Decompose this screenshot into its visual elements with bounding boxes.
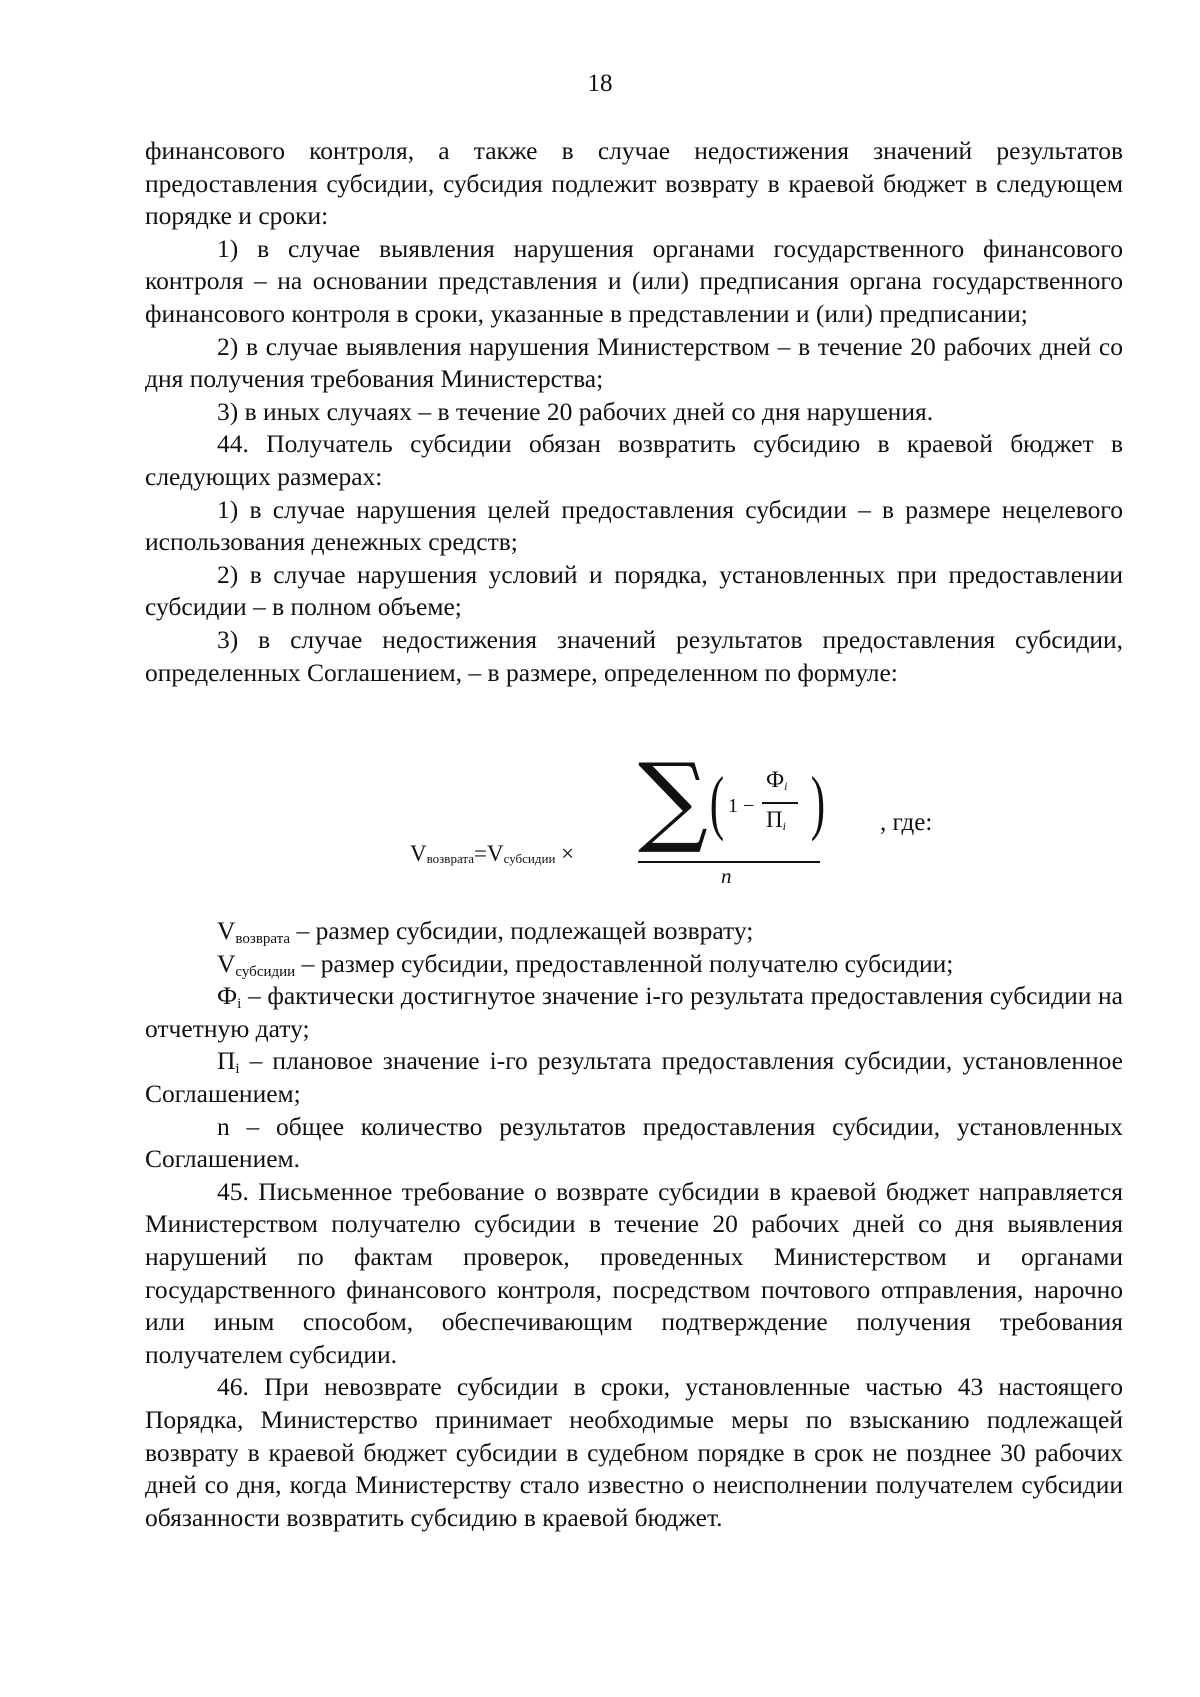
times-sign: × [561,841,575,866]
left-paren: ( [709,762,725,842]
denominator-n: n [721,864,732,888]
definition-line: $П_i$ – плановое значение i-го результата предоставления субсидии, установленное Соглашением; [145,1046,1123,1108]
paragraph: 44. Получатель субсидии обязан возвратить субсидию в краевой бюджет в следующих размерах: [145,429,1123,491]
paragraph: 3) в иных случаях – в течение 20 рабочих дней со дня нарушения. [217,396,934,426]
document-body-top [145,135,1123,689]
equals-sign: = [474,841,487,866]
document-body-bottom [145,915,1123,1534]
paragraph: 46. При невозврате субсидии в сроки, установленные частью 43 настоящего Порядка, Министерство принимает необходимые меры по взысканию подлежащей возврату в краевой бюджет субсидии в судебном порядке в срок не позднее 30 рабочих дней со дня, когда Министерству стало известно о неисполнении получателем субсидии обязанности возвратить субсидию в краевой бюджет. [145,1372,1123,1532]
paragraph: финансового контроля, а также в случае недостижения значений результатов предоставления субсидии, субсидия подлежит возврату в краевой бюджет в следующем порядке и сроки: [145,136,1123,231]
v-symbol: V [486,841,504,866]
paragraph: 1) в случае выявления нарушения органами государственного финансового контроля – на основании представления и (или) предписания органа государственного финансового контроля в сроки, указанные в представлении и (или) предписании; [145,233,1123,328]
paragraph: 1) в случае нарушения целей предоставления субсидии – в размере нецелевого использования денежных средств; [145,494,1123,557]
numerator-phi: $Ф_i$ [766,767,788,793]
definition-line: $V_{возврата}$ – размер субсидии, подлежащей возврату; [217,916,754,947]
definition-line: n – общее количество результатов предоставления субсидии, установленных Соглашением. [145,1111,1123,1174]
return-formula [400,743,960,898]
denominator-pi: $П_i$ [766,807,786,833]
v-symbol: V [410,841,427,866]
definition-line: $Ф_i$ – фактически достигнутое значение i-го результата предоставления субсидии на отчетную дату; [145,981,1123,1043]
sum-sign: ∑ [638,743,708,857]
page-number: 18 [587,70,613,97]
one-minus: 1 − [728,795,755,817]
definition-line: $V_{субсидии}$ – размер субсидии, предоставленной получателю субсидии; [217,948,954,980]
v-return-subscript: возврата [426,851,474,866]
paragraph: 2) в случае выявления нарушения Министерством – в течение 20 рабочих дней со дня получения требования Министерства; [145,331,1123,394]
formula-lhs [410,840,574,868]
paragraph: 45. Письменное требование о возврате субсидии в краевой бюджет направляется Министерством получателю субсидии в течение 20 рабочих дней со дня выявления нарушений по фактам проверок, проведенных Министерством и органами государственного финансового контроля, посредством почтового отправления, нарочно или иным способом, обеспечивающим подтверждение получения требования получателем субсидии. [145,1176,1123,1369]
inner-fraction-bar [762,802,798,804]
right-paren: ) [810,762,826,842]
v-subsidy-subscript: субсидии [503,851,556,866]
paragraph: 3) в случае недостижения значений результатов предоставления субсидии, определенных Соглашением, – в размере, определенном по формуле: [145,624,1123,687]
where-label: , где: [880,809,933,836]
paragraph: 2) в случае нарушения условий и порядка, установленных при предоставлении субсидии – в полном объеме; [145,559,1123,622]
